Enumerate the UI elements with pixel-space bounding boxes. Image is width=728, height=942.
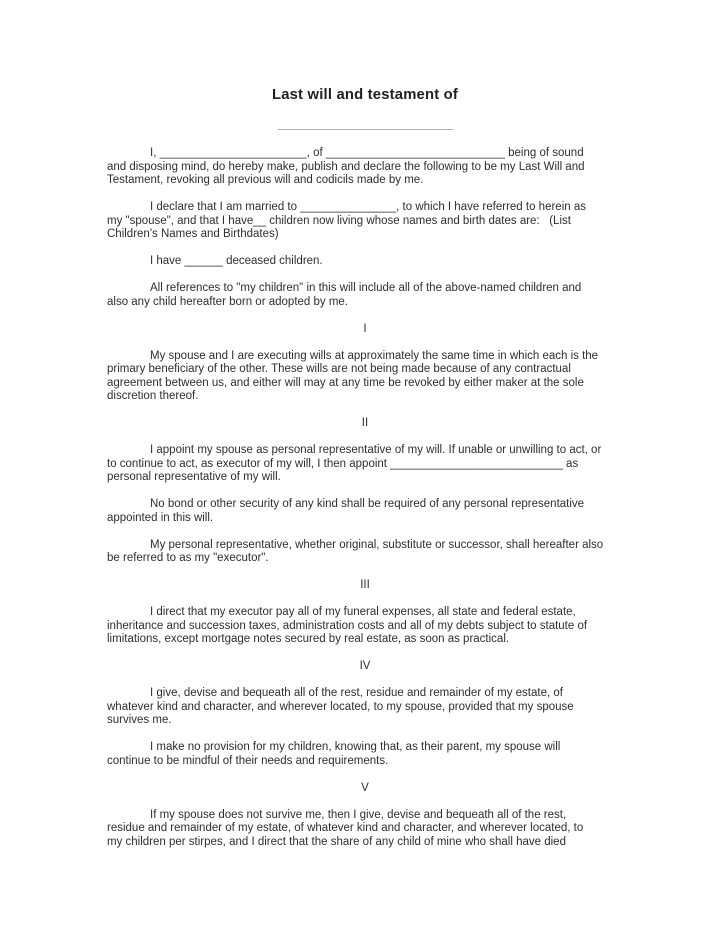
- text-line: All references to "my children" in this will include all of the above-named children and: [150, 282, 582, 294]
- section-heading-article-5: V: [361, 781, 369, 794]
- document-body: [107, 147, 623, 849]
- text-line: personal representative of my will.: [107, 471, 281, 483]
- paragraph-debts-and-taxes: [107, 606, 623, 647]
- text-line: I appoint my spouse as personal representative of my will. If unable or unwilling to act, or: [150, 444, 602, 456]
- text-line: residue and remainder of my estate, of whatever kind and character, and wherever located, to: [107, 822, 584, 834]
- text-line: primary beneficiary of the other. These wills are not being made because of any contractual: [107, 363, 571, 375]
- paragraph-mutual-wills: [107, 350, 623, 404]
- text-line: My personal representative, whether original, substitute or successor, shall hereafter also: [150, 538, 604, 551]
- text-line: Children's Names and Birthdates): [107, 228, 279, 240]
- text-line: to continue to act, as executor of my will, I then appoint ___________________________ as: [107, 457, 579, 470]
- text-line: I have ______ deceased children.: [150, 255, 323, 267]
- text-line: be referred to as my "executor".: [107, 552, 269, 564]
- text-line: I make no provision for my children, knowing that, as their parent, my spouse will: [150, 741, 561, 753]
- title-blank-line: [278, 129, 453, 130]
- text-line: I, _______________________, of ____________________________ being of sound: [150, 147, 584, 159]
- section-heading-article-4: IV: [359, 660, 371, 672]
- paragraph-marriage-declaration: [107, 201, 623, 242]
- text-line: Testament, revoking all previous will and codicils made by me.: [107, 174, 424, 186]
- paragraph-children-references: [107, 282, 623, 309]
- text-line: No bond or other security of any kind shall be required of any personal representative: [150, 498, 585, 510]
- text-line: inheritance and succession taxes, administration costs and all of my debts subject to statute of: [107, 619, 588, 632]
- text-line: survives me.: [107, 714, 172, 726]
- document-content: [107, 87, 623, 863]
- paragraph-personal-representative-appointment: [107, 444, 623, 485]
- text-line: My spouse and I are executing wills at approximately the same time in which each is the: [150, 349, 599, 362]
- text-line: my children per stirpes, and I direct that the share of any child of mine who shall have died: [107, 835, 566, 848]
- text-line: continue to be mindful of their needs and requirements.: [107, 754, 389, 767]
- text-line: I give, devise and bequeath all of the rest, residue and remainder of my estate, of: [150, 687, 563, 699]
- paragraph-opening-declaration: [107, 147, 623, 188]
- text-line: whatever kind and character, and wherever located, to my spouse, provided that my spouse: [107, 700, 574, 713]
- paragraph-executor-reference: [107, 539, 623, 566]
- text-line: agreement between us, and either will may at any time be revoked by either maker at the sole: [107, 376, 584, 389]
- text-line: my "spouse", and that I have__ children now living whose names and birth dates are: (List: [107, 214, 571, 227]
- paragraph-no-provision-for-children: [107, 741, 623, 768]
- paragraph-bequest-to-spouse: [107, 687, 623, 728]
- paragraph-deceased-children: [107, 255, 623, 269]
- document-title: Last will and testament of: [271, 87, 459, 103]
- text-line: appointed in this will.: [107, 511, 214, 524]
- text-line: I declare that I am married to _______________, to which I have referred to herein as: [150, 201, 586, 213]
- section-heading-article-2: II: [361, 417, 369, 429]
- text-line: I direct that my executor pay all of my funeral expenses, all state and federal estate,: [150, 606, 576, 618]
- text-line: If my spouse does not survive me, then I give, devise and bequeath all of the rest,: [150, 808, 567, 821]
- text-line: and disposing mind, do hereby make, publish and declare the following to be my Last Will and: [107, 160, 585, 173]
- text-line: also any child hereafter born or adopted by me.: [107, 295, 349, 308]
- text-line: discretion thereof.: [107, 390, 199, 402]
- section-heading-article-3: III: [360, 579, 370, 591]
- paragraph-no-bond: [107, 498, 623, 525]
- paragraph-bequest-to-children: [107, 809, 623, 850]
- section-heading-article-1: I: [363, 322, 367, 335]
- text-line: limitations, except mortgage notes secured by real estate, as soon as practical.: [107, 633, 510, 645]
